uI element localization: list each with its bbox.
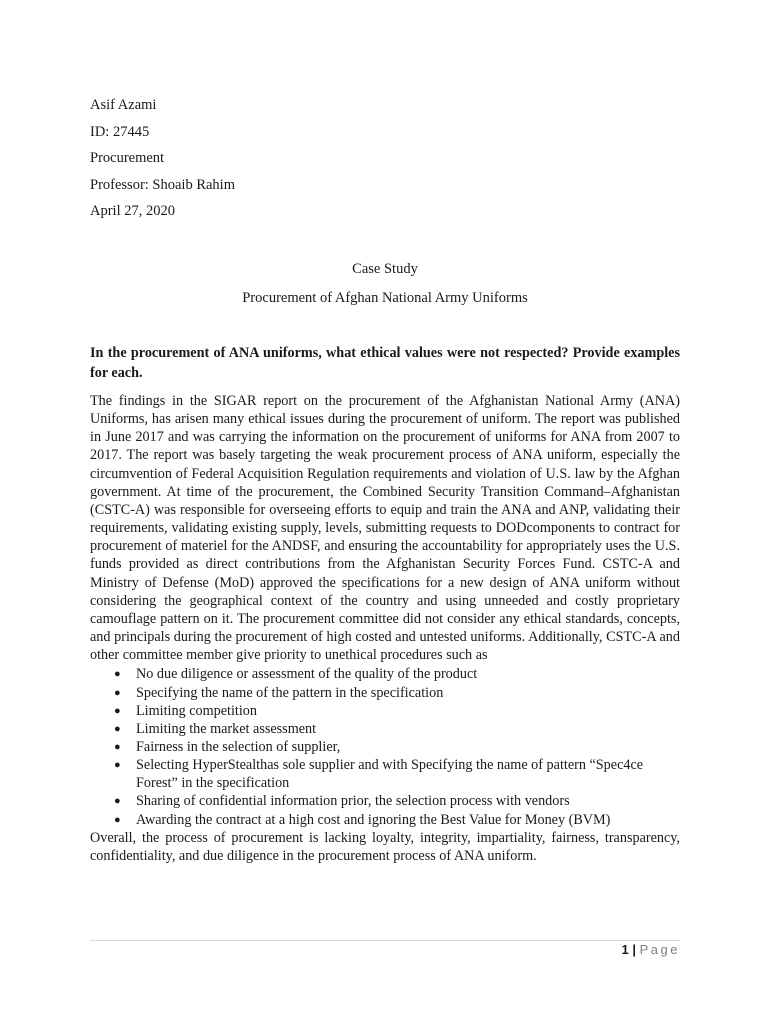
list-item: ● Limiting the market assessment [114,720,317,737]
bullet-icon: ● [114,686,121,699]
question-heading: In the procurement of ANA uniforms, what ethical values were not respected? Provide examples for each. [90,345,680,381]
list-item: ● Sharing of confidential information prior, the selection process with vendors [114,793,570,810]
bullet-icon: ● [114,668,121,681]
list-item: ● No due diligence or assessment of the quality of the product [114,666,478,683]
bullet-icon: ● [114,813,121,826]
list-item: ● Awarding the contract at a high cost and ignoring the Best Value for Money (BVM) [114,811,611,828]
bullet-icon: ● [114,795,121,808]
author-name: Asif Azami [90,97,157,113]
page-number: 1 [621,942,629,957]
list-item: ● Specifying the name of the pattern in the specification [114,684,444,701]
bullet-icon: ● [114,740,121,753]
footer-divider [90,940,680,941]
page-label: Page [639,942,680,957]
main-paragraph: The findings in the SIGAR report on the procurement of the Afghanistan National Army (ANA) Uniforms, has arisen many ethical issues during the procurement of uniform. The report was published in June 2017 and was carrying the information on the procurement of uniforms for ANA from 2007 to 2017. The report was basely targeting the weak procurement process of ANA uniform, especially the circumvention of Federal Acquisition Regulation requirements and violation of U.S. law by the Afghan government. At time of the procurement, the Combined Security Transition Command–Afghanistan (CSTC-A) was responsible for overseeing efforts to equip and train the ANA and ANP, validating their requirements, validating existing supply, levels, submitting requests to DODcomponents to contract for procurement of materiel for the ANDSF, and ensuring the accountability for appropriately uses the U.S. funds provided as direct contributions from the Afghanistan Security Forces Fund. CSTC-A and Ministry of Defense (MoD) approved the specifications for a new design of ANA uniform without considering the geographical context of the country and using unneeded and costly proprietary camouflage pattern on it. The procurement committee did not consider any ethical standards, concepts, and principals during the procurement of high costed and untested uniforms. Additionally, CSTC-A and other committee member give priority to unethical procedures such as [90,393,680,664]
list-item: ● Fairness in the selection of supplier, [114,738,341,755]
submission-date: April 27, 2020 [90,203,175,219]
bullet-icon: ● [114,759,121,772]
body-text [90,392,680,865]
bullet-icon: ● [114,722,121,735]
page-footer [622,942,681,957]
professor-name: Professor: Shoaib Rahim [90,176,235,193]
author-header [90,92,680,225]
conclusion-paragraph: Overall, the process of procurement is lacking loyalty, integrity, impartiality, fairness, transparency, confidentiality, and due diligence in the procurement process of ANA uniform. [90,829,680,864]
student-id: ID: 27445 [90,123,150,140]
course-name: Procurement [90,150,165,166]
bullet-icon: ● [114,704,121,717]
title-line-1: Case Study [352,261,418,277]
list-item: ● Selecting HyperStealthas sole supplier and with Specifying the name of pattern “Spec4ce Forest” in the specification [114,757,644,792]
list-item: ● Limiting competition [114,702,257,719]
bullet-list [90,665,680,828]
title-line-2: Procurement of Afghan National Army Uniforms [242,290,528,306]
document-title [90,255,680,313]
page-separator: | [632,942,636,957]
